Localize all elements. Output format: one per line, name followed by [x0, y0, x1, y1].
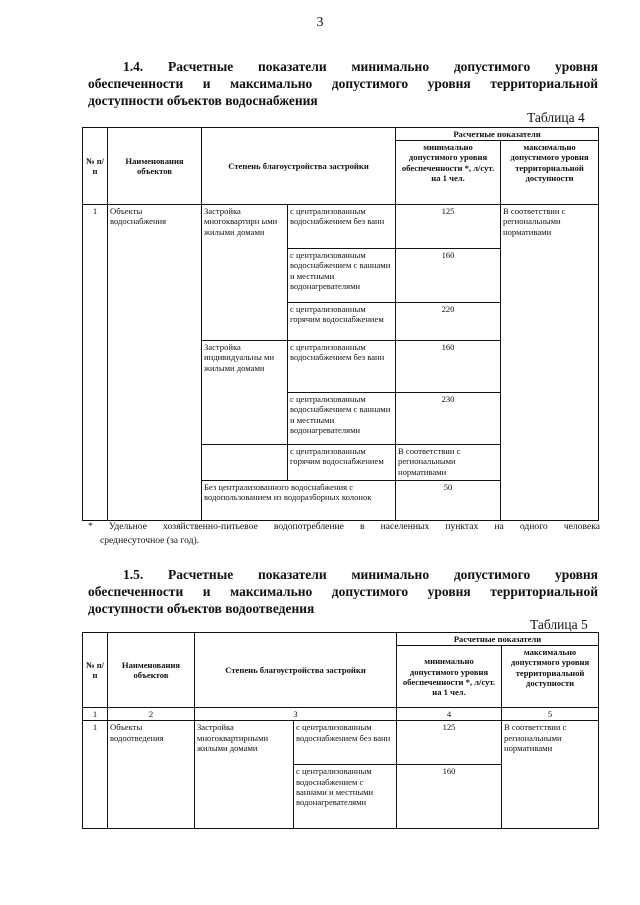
row-desc: с централизованным водоснабжением с ваннами и местными водонагревателями	[294, 765, 397, 829]
heading-line: обеспеченности и максимально допустимого уровня территориальной	[88, 584, 598, 599]
footnote-line: * Удельное хозяйственно-питьевое водопотребление в населенных пунктах на одного человека	[88, 521, 600, 532]
header-calc: Расчетные показатели	[396, 128, 599, 141]
heading-line: доступности объектов водоснабжения	[88, 93, 318, 108]
group-multiapartment: Застройка многоквартирными жилыми домами	[195, 721, 294, 829]
heading-line: обеспеченности и максимально допустимого уровня территориальной	[88, 76, 598, 91]
header-min: минимально допустимого уровня обеспеченности *, л/сут. на 1 чел.	[397, 646, 502, 708]
col-num: 1	[83, 708, 108, 721]
row-value: 125	[396, 205, 501, 249]
header-num: № п/п	[83, 128, 108, 205]
group-individual-cont	[202, 445, 288, 481]
water-supply-table	[82, 127, 599, 521]
row-desc: с централизованным водоснабжением без ванн	[288, 205, 396, 249]
row-desc: с централизованным горячим водоснабжением	[288, 445, 396, 481]
header-name: Наименования объектов	[108, 128, 202, 205]
row-num: 1	[83, 205, 108, 521]
group-individual-cont	[202, 393, 288, 445]
column-number-row	[83, 708, 599, 721]
header-max: максимально допустимого уровня территориальной доступности	[502, 646, 599, 708]
col-num: 2	[108, 708, 195, 721]
row-desc: с централизованным горячим водоснабжением	[288, 303, 396, 341]
section-heading-water-supply	[88, 58, 598, 109]
section-heading-water-disposal	[88, 566, 598, 617]
row-value: 220	[396, 303, 501, 341]
row-value: 160	[396, 341, 501, 393]
footnote	[88, 520, 600, 548]
col-num: 4	[397, 708, 502, 721]
row-value: 50	[396, 481, 501, 521]
row-desc: Без централизованного водоснабжения с водопользованием из водоразборных колонок	[202, 481, 396, 521]
footnote-line: среднесуточное (за год).	[100, 535, 200, 546]
header-max: максимально допустимого уровня территориальной доступности	[501, 141, 599, 205]
group-individual: Застройка индивидуальны ми жилыми домами	[202, 341, 288, 393]
col-num: 3	[195, 708, 397, 721]
row-value: 160	[396, 249, 501, 303]
table-label: Таблица 4	[527, 110, 585, 125]
table-label: Таблица 5	[530, 617, 588, 632]
row-value: 230	[396, 393, 501, 445]
header-calc: Расчетные показатели	[397, 633, 599, 646]
row-desc: с централизованным водоснабжением без ванн	[288, 341, 396, 393]
table-row	[83, 205, 599, 249]
water-disposal-table	[82, 632, 599, 829]
row-max-norm: В соответствии с региональными нормативами	[501, 205, 599, 521]
header-num: № п/п	[83, 633, 108, 708]
row-desc: с централизованным водоснабжением без ванн	[294, 721, 397, 765]
heading-line: 1.4. Расчетные показатели минимально допустимого уровня	[123, 59, 598, 74]
header-degree: Степень благоустройства застройки	[195, 633, 397, 708]
page-number: 3	[316, 15, 324, 30]
header-name: Наименования объектов	[108, 633, 195, 708]
row-value: 160	[397, 765, 502, 829]
row-name: Объекты водоотведения	[108, 721, 195, 829]
row-max-norm: В соответствии с региональными нормативами	[502, 721, 599, 829]
heading-line: доступности объектов водоотведения	[88, 601, 315, 616]
row-desc: с централизованным водоснабжением с ваннами и местными водонагревателями	[288, 393, 396, 445]
row-value: В соответствии с региональными нормативами	[396, 445, 501, 481]
row-value: 125	[397, 721, 502, 765]
row-name: Объекты водоснабжения	[108, 205, 202, 521]
table-row	[83, 721, 599, 765]
group-multiapartment: Застройка многоквартирн ыми жилыми домами	[202, 205, 288, 341]
heading-line: 1.5. Расчетные показатели минимально допустимого уровня	[123, 567, 598, 582]
row-desc: с централизованным водоснабжением с ваннами и местными водонагревателями	[288, 249, 396, 303]
row-num: 1	[83, 721, 108, 829]
header-min: минимально допустимого уровня обеспеченности *, л/сут. на 1 чел.	[396, 141, 501, 205]
col-num: 5	[502, 708, 599, 721]
header-degree: Степень благоустройства застройки	[202, 128, 396, 205]
